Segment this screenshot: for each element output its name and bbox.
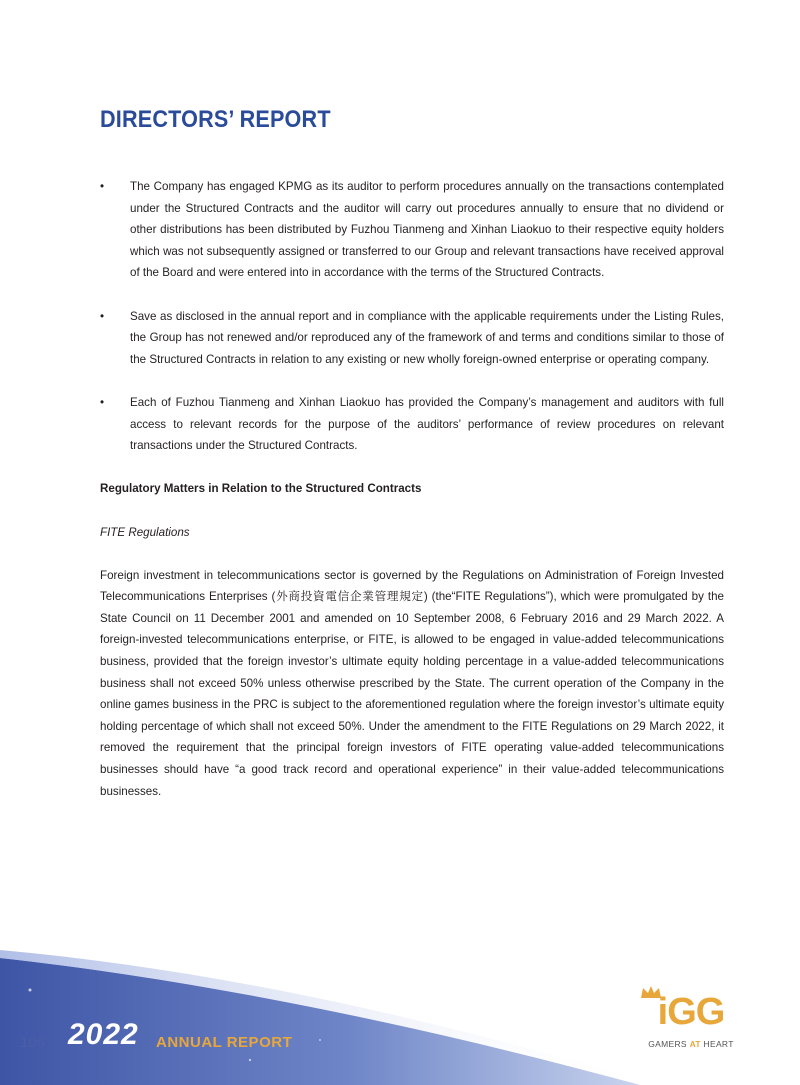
bullet-marker: • (100, 180, 105, 193)
igg-logo (636, 985, 746, 1055)
section-subheading: FITE Regulations (100, 525, 190, 539)
report-year: 2022 (68, 1018, 139, 1051)
section-heading: Regulatory Matters in Relation to the Structured Contracts (100, 482, 422, 496)
bullet-text: Each of Fuzhou Tianmeng and Xinhan Liaokuo has provided the Company’s management and auditors with full access to relevant records for the purpose of the auditors’ performance of review procedures on relevant transactions under the Structured Contracts. (130, 395, 724, 453)
bullet-item (100, 392, 724, 457)
report-body (100, 176, 724, 802)
logo-tagline (636, 1039, 746, 1049)
bullet-text: The Company has engaged KPMG as its auditor to perform procedures annually on the transactions contemplated under the Structured Contracts and the auditor will carry out procedures annually to ensure that no dividend or other distributions has been distributed by Fuzhou Tianmeng and Xinhan Liaokuo to their respective equity holders which was not subsequently assigned or transferred to our Group and relevant transactions have received approval of the Board and were entered into in accordance with the terms of the Structured Contracts. (130, 180, 724, 280)
bullet-item (100, 176, 724, 284)
page-title: DIRECTORS’ REPORT (100, 106, 331, 133)
tagline-part: HEART (700, 1039, 734, 1049)
bullet-marker: • (100, 309, 105, 323)
bullet-item (100, 306, 724, 371)
logo-letters: iGG (657, 991, 725, 1033)
section-paragraph: Foreign investment in telecommunications sector is governed by the Regulations on Administration of Foreign Invested Telecommunications Enterprises (外商投資電信企業管理規定) (the“FITE Regulations”), which were promulgated by the State Council on 11 December 2001 and amended on 10 September 2008, 6 February 2016 and 29 March 2022. A foreign-invested telecommunications enterprise, or FITE, is allowed to be engaged in value-added telecommunications business, provided that the foreign investor’s ultimate equity holding percentage in a value-added telecommunications business shall not exceed 50% unless otherwise prescribed by the State. The current operation of the Company in the online games business in the PRC is subject to the aforementioned regulation where the foreign investor’s ultimate equity holding percentage of which shall not exceed 50%. Under the amendment to the FITE Regulations on 29 March 2022, it removed the requirement that the principal foreign investors of FITE operating value-added telecommunications businesses should have “a good track record and operational experience” in their value-added telecommunications businesses. (100, 568, 724, 798)
annual-report-label: ANNUAL REPORT (156, 1034, 293, 1051)
tagline-accent: AT (689, 1039, 701, 1049)
bullet-marker: • (100, 395, 105, 409)
page-number: 106 (20, 1034, 46, 1051)
bullet-text: Save as disclosed in the annual report and in compliance with the applicable requirements under the Listing Rules, the Group has not renewed and/or reproduced any of the framework of and terms and conditions similar to those of the Structured Contracts in relation to any existing or new wholly foreign-owned enterprise or operating company. (130, 309, 724, 366)
tagline-part: GAMERS (648, 1039, 690, 1049)
